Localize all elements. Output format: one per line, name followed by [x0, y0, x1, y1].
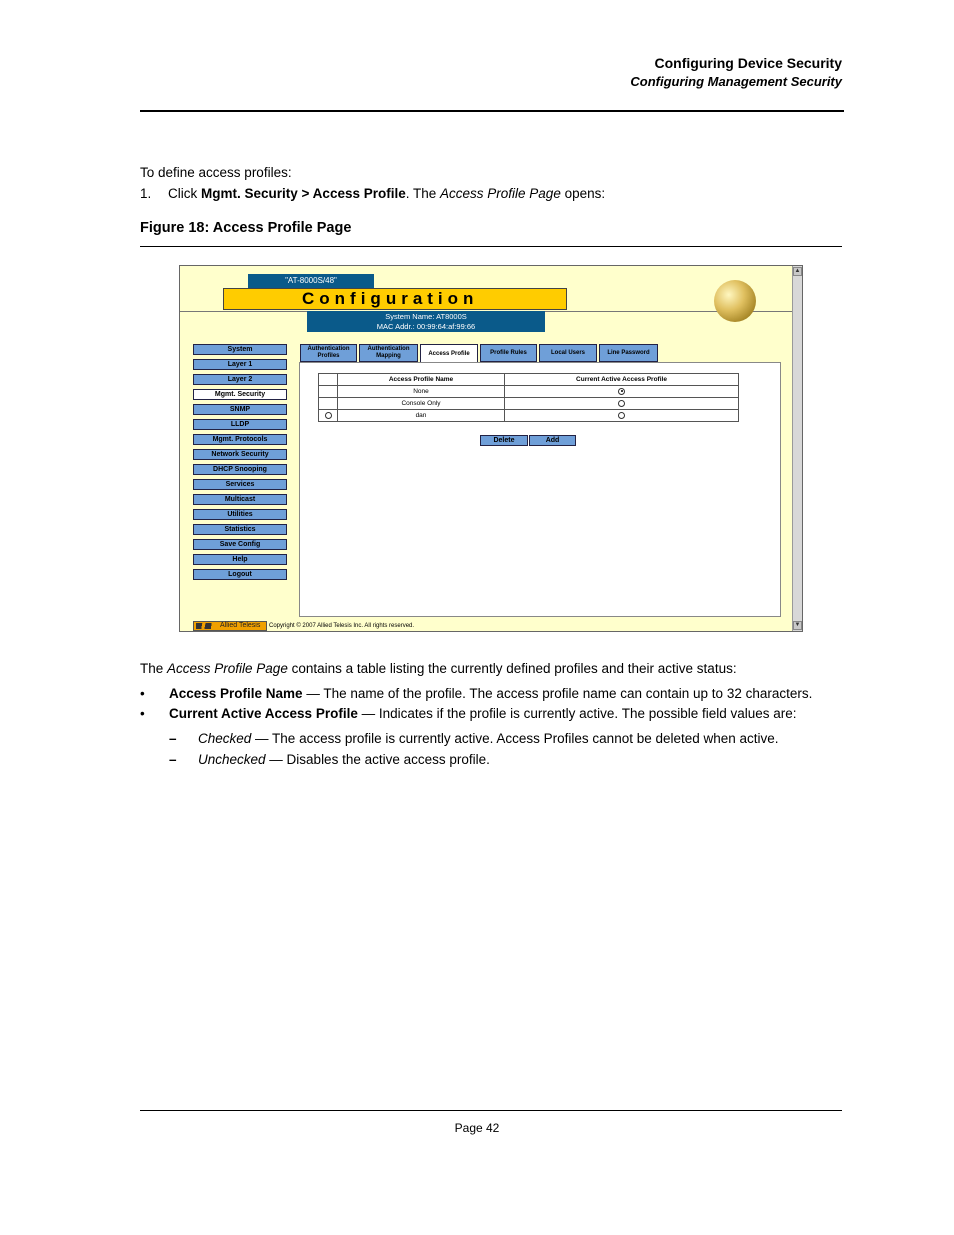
nav-logout[interactable]: Logout: [193, 569, 287, 580]
tab-authentication-profiles[interactable]: [300, 344, 357, 362]
description-text: [140, 661, 737, 676]
device-model-tab: "AT-8000S/48": [248, 274, 374, 288]
bullet-item: [140, 706, 797, 721]
delete-button[interactable]: Delete: [480, 435, 528, 446]
nav-save-config[interactable]: Save Config: [193, 539, 287, 550]
table-row: [319, 410, 739, 422]
tab-access-profile[interactable]: [420, 344, 478, 363]
nav-snmp[interactable]: SNMP: [193, 404, 287, 415]
tab-line-password[interactable]: [599, 344, 658, 362]
select-cell: [319, 410, 338, 422]
page-name: Access Profile Page: [167, 661, 288, 676]
footer-rule: [140, 1110, 842, 1111]
desc-part: The: [140, 661, 168, 676]
nav-lldp[interactable]: LLDP: [193, 419, 287, 430]
nav-mgmt-security[interactable]: Mgmt. Security: [193, 389, 287, 400]
tab-profile-rules[interactable]: [480, 344, 537, 362]
profile-name-cell: dan: [338, 410, 505, 422]
tab-label: Mapping: [376, 353, 401, 359]
tab-authentication-mapping[interactable]: [359, 344, 418, 362]
chapter-title: Configuring Device Security: [654, 55, 842, 71]
table-row: [319, 398, 739, 410]
divider: [180, 311, 307, 312]
figure-caption: Figure 18: Access Profile Page: [140, 220, 352, 236]
configuration-banner: Configuration: [223, 288, 567, 310]
copyright-text: Copyright © 2007 Allied Telesis Inc. All rights reserved.: [269, 623, 415, 629]
step-text: Click: [168, 186, 202, 201]
bullet-term: Access Profile Name: [169, 686, 303, 701]
dash-icon: –: [169, 752, 177, 767]
scroll-up-arrow-icon[interactable]: ▲: [794, 268, 801, 274]
nav-services[interactable]: Services: [193, 479, 287, 490]
table-header-row: [319, 374, 739, 386]
header-rule: [140, 110, 844, 112]
add-button[interactable]: Add: [529, 435, 576, 446]
bullet-icon: •: [140, 706, 145, 721]
tab-label: Access Profile: [428, 350, 470, 357]
bullet-term: Current Active Access Profile: [169, 706, 358, 721]
dash-icon: –: [169, 731, 177, 746]
active-radio[interactable]: [618, 400, 625, 407]
profile-name-cell: None: [338, 386, 505, 398]
step-text: . The: [405, 186, 441, 201]
select-cell: [319, 398, 338, 410]
page-number: Page 42: [454, 1121, 500, 1135]
access-profile-screenshot: [179, 265, 803, 632]
sub-bullet-item: [169, 731, 779, 746]
globe-logo-icon: [714, 280, 756, 322]
vertical-scrollbar[interactable]: [792, 266, 802, 631]
access-profile-table: [318, 373, 739, 422]
step-number: 1.: [140, 186, 152, 201]
nav-mgmt-protocols[interactable]: Mgmt. Protocols: [193, 434, 287, 445]
bullet-text: — The name of the profile. The access profile name can contain up to 32 characters.: [302, 686, 813, 701]
sub-bullet-item: [169, 752, 490, 767]
scroll-down-arrow-icon[interactable]: ▼: [794, 622, 801, 628]
tab-label: Profile Rules: [490, 349, 527, 356]
mac-address: MAC Addr.: 00:99:64:af:99:66: [376, 322, 476, 331]
bullet-item: [140, 686, 813, 701]
divider: [545, 311, 793, 312]
figure-rule: [140, 246, 842, 247]
nav-layer-2[interactable]: Layer 2: [193, 374, 287, 385]
bullet-icon: •: [140, 686, 145, 701]
nav-statistics[interactable]: Statistics: [193, 524, 287, 535]
profile-name-cell: Console Only: [338, 398, 505, 410]
menu-path: Mgmt. Security > Access Profile: [201, 186, 406, 201]
intro-text: To define access profiles:: [140, 165, 292, 180]
column-header-active-profile: Current Active Access Profile: [505, 374, 739, 386]
step-text: opens:: [560, 186, 606, 201]
desc-part: contains a table listing the currently defined profiles and their active status:: [287, 661, 737, 676]
sub-bullet-text: — Disables the active access profile.: [265, 752, 490, 767]
nav-multicast[interactable]: Multicast: [193, 494, 287, 505]
active-radio-checked[interactable]: [618, 388, 625, 395]
nav-utilities[interactable]: Utilities: [193, 509, 287, 520]
nav-dhcp-snooping[interactable]: DHCP Snooping: [193, 464, 287, 475]
tab-label: Line Password: [607, 349, 650, 356]
section-title: Configuring Management Security: [630, 74, 842, 89]
nav-network-security[interactable]: Network Security: [193, 449, 287, 460]
system-name: System Name: AT8000S: [385, 312, 467, 321]
sub-bullet-term: Checked: [198, 731, 252, 746]
tab-label: Local Users: [550, 349, 586, 356]
nav-system[interactable]: System: [193, 344, 287, 355]
tab-label: Profiles: [317, 353, 340, 359]
nav-help[interactable]: Help: [193, 554, 287, 565]
sub-bullet-text: — The access profile is currently active. Access Profiles cannot be deleted when active.: [251, 731, 779, 746]
active-cell: [505, 398, 739, 410]
column-header-profile-name: Access Profile Name: [338, 374, 505, 386]
system-info-box: [307, 311, 545, 332]
page-name: Access Profile Page: [440, 186, 561, 201]
active-cell: [505, 410, 739, 422]
allied-telesis-logo-mark-icon: [196, 623, 216, 629]
active-radio[interactable]: [618, 412, 625, 419]
row-select-radio[interactable]: [325, 412, 332, 419]
allied-telesis-logo: Allied Telesis: [193, 621, 267, 631]
tab-local-users[interactable]: [539, 344, 597, 362]
step-1: [140, 186, 605, 201]
bullet-text: — Indicates if the profile is currently active. The possible field values are:: [357, 706, 797, 721]
select-column-header: [319, 374, 338, 386]
table-row: [319, 386, 739, 398]
sub-bullet-term: Unchecked: [198, 752, 266, 767]
nav-layer-1[interactable]: Layer 1: [193, 359, 287, 370]
tab-label: Authentication: [367, 346, 410, 352]
tab-label: Authentication: [307, 346, 350, 352]
active-cell: [505, 386, 739, 398]
content-panel: [299, 362, 781, 617]
select-cell: [319, 386, 338, 398]
